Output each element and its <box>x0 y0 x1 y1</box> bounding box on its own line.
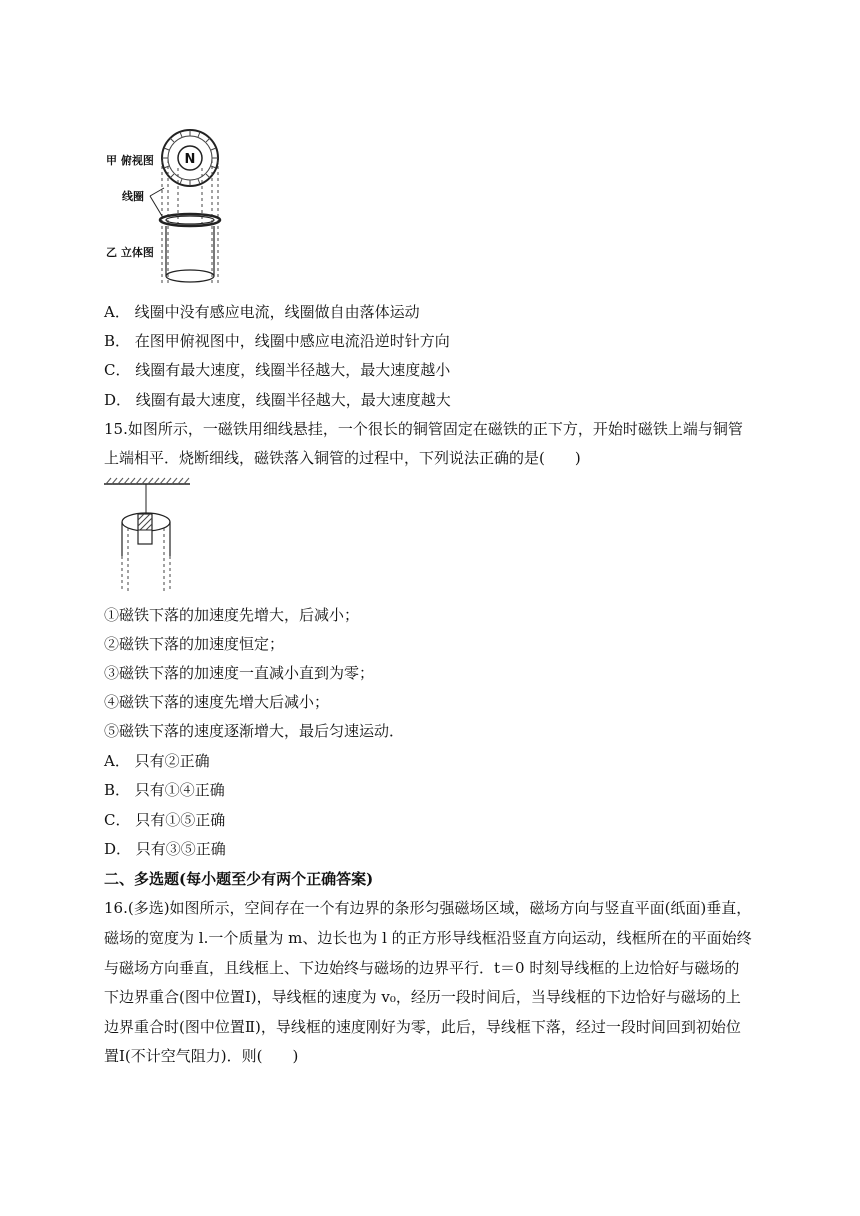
figure-magnet-tube <box>104 476 194 594</box>
q15-statement-4: ④磁铁下落的速度先增大后减小； <box>104 693 330 711</box>
q15-statement-5: ⑤磁铁下落的速度逐渐增大，最后匀速运动． <box>104 722 405 740</box>
q14-option-c: C． 线圈有最大速度，线圈半径越大，最大速度越小 <box>104 361 451 379</box>
q15-stem-line2: 上端相平．烧断细线，磁铁落入铜管的过程中，下列说法正确的是( ) <box>104 449 581 467</box>
q15-option-a: A． 只有②正确 <box>104 752 210 770</box>
q14-option-b: B． 在图甲俯视图中，线圈中感应电流沿逆时针方向 <box>104 332 450 350</box>
q15-statement-1: ①磁铁下落的加速度先增大，后减小； <box>104 606 360 624</box>
q15-statement-2: ②磁铁下落的加速度恒定； <box>104 635 285 653</box>
q16-line1: 16.(多选)如图所示，空间存在一个有边界的条形匀强磁场区域，磁场方向与竖直平面(纸面)垂直， <box>104 899 752 917</box>
q14-option-a: A． 线圈中没有感应电流，线圈做自由落体运动 <box>104 303 420 321</box>
q16-line5: 边界重合时(图中位置Ⅱ)，导线框的速度刚好为零，此后，导线框下落，经过一段时间回到初始位 <box>104 1018 741 1036</box>
q16-line4: 下边界重合(图中位置Ⅰ)，导线框的速度为 v₀，经历一段时间后，当导线框的下边恰好与磁场的上 <box>104 988 741 1006</box>
q16-line3: 与磁场方向垂直，且线框上、下边始终与磁场的边界平行．t＝0 时刻导线框的上边恰好与磁场的 <box>104 959 740 977</box>
figure-label-3d-view: 乙 立体图 <box>106 246 154 259</box>
magnet-n-label: N <box>184 152 196 167</box>
q15-option-b: B． 只有①④正确 <box>104 781 225 799</box>
q15-option-c: C． 只有①⑤正确 <box>104 811 226 829</box>
q16-line6: 置Ⅰ(不计空气阻力)．则( ) <box>104 1047 299 1065</box>
q15-stem-line1: 15.如图所示，一磁铁用细线悬挂，一个很长的铜管固定在磁铁的正下方，开始时磁铁上端与铜管 <box>104 420 743 438</box>
section-title-multiple-choice: 二、多选题(每小题至少有两个正确答案) <box>104 870 374 888</box>
q16-line2: 磁场的宽度为 l.一个质量为 m、边长也为 l 的正方形导线框沿竖直方向运动，线框所在的平面始终 <box>104 929 752 947</box>
q15-statement-3: ③磁铁下落的加速度一直减小直到为零； <box>104 664 375 682</box>
q14-option-d: D． 线圈有最大速度，线圈半径越大，最大速度越大 <box>104 391 451 409</box>
figure-label-top-view: 甲 俯视图 <box>106 154 154 167</box>
q15-option-d: D． 只有③⑤正确 <box>104 840 226 858</box>
magnet-tube-diagram <box>104 476 194 594</box>
figure-label-coil: 线圈 <box>122 190 144 203</box>
figure-coil-magnet <box>104 128 234 290</box>
